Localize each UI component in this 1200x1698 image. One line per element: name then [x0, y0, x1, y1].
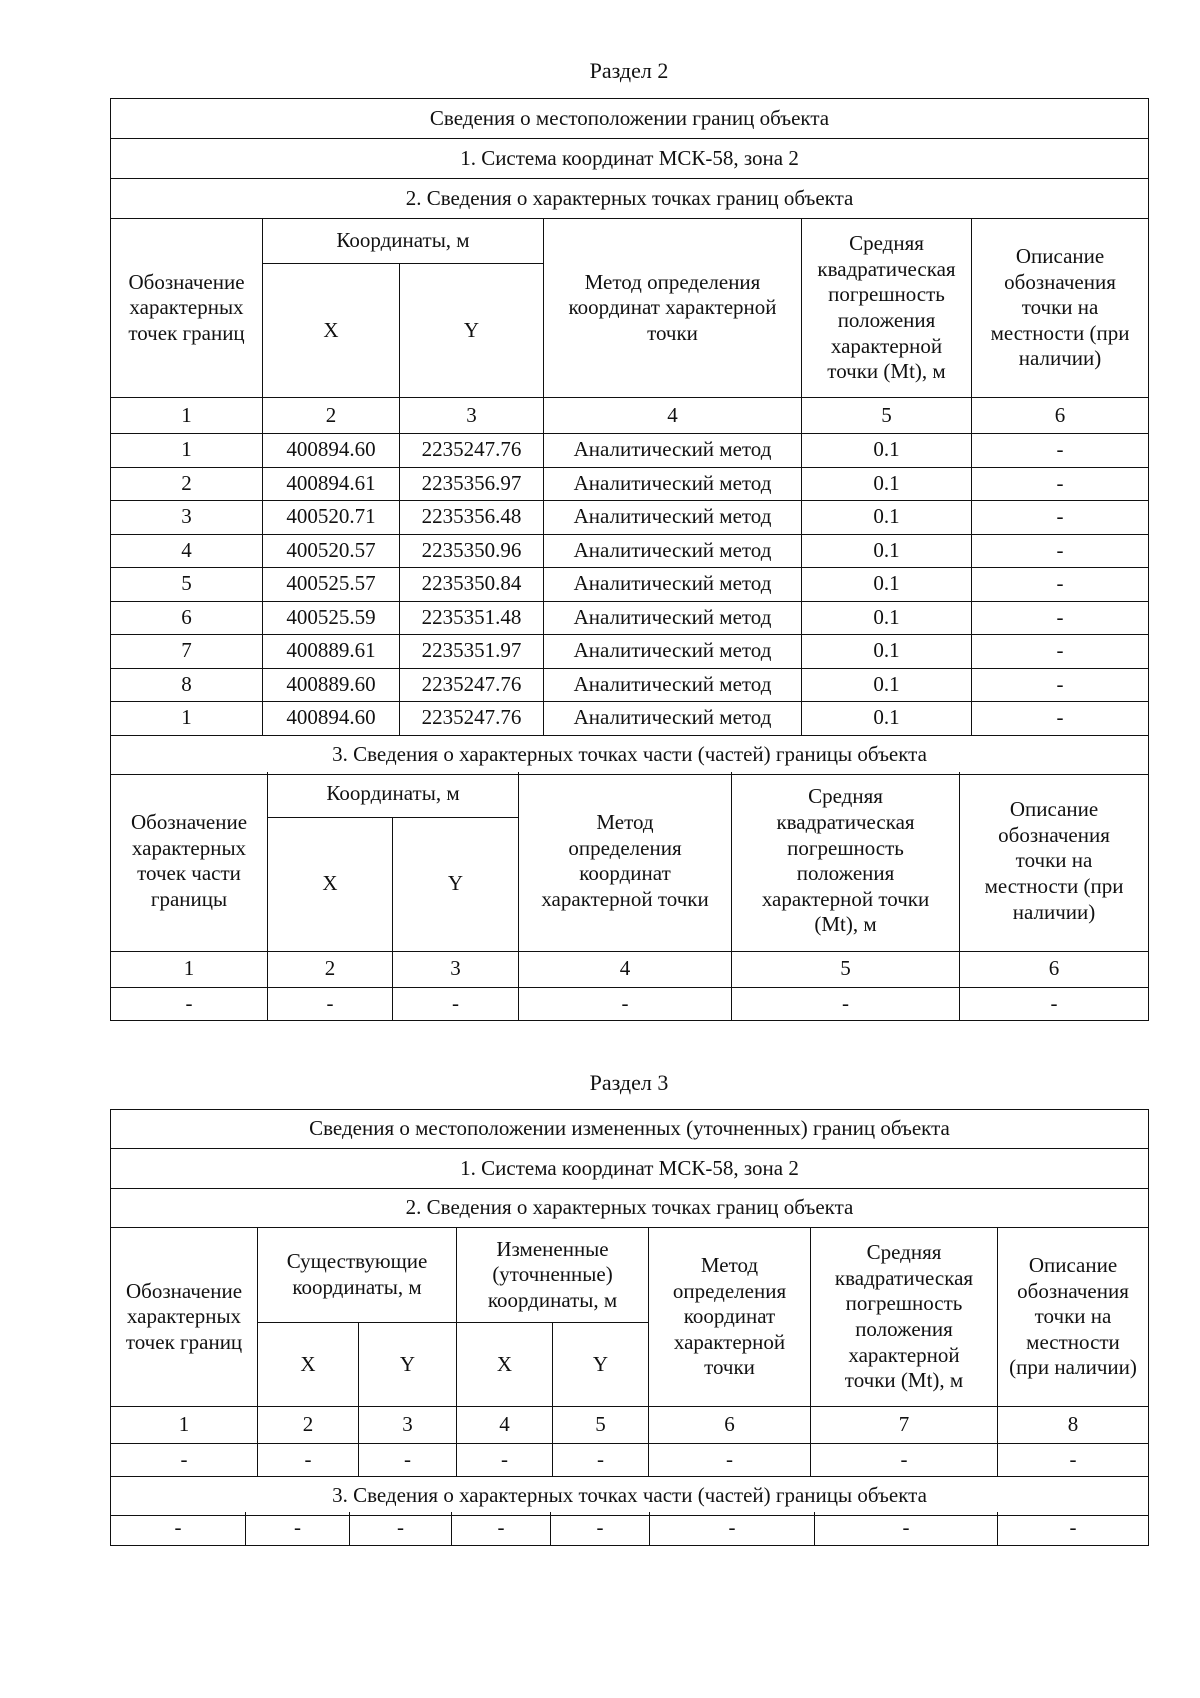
section3-parts-table [110, 1512, 1149, 1546]
point-error: 0.1 [802, 434, 972, 468]
section2-points-title: 2. Сведения о характерных точках границ объекта [111, 179, 1149, 219]
point-number: 5 [111, 568, 263, 602]
point-method: Аналитический метод [544, 434, 802, 468]
parts-col-y-header: Y [393, 817, 519, 951]
point-x: 400894.60 [263, 434, 400, 468]
col-description-header: Описание обозначения точки на местности (при наличии) [972, 219, 1149, 398]
parts-column-numbers-row [111, 951, 1149, 987]
point-error: 0.1 [802, 601, 972, 635]
empty-cell: - [457, 1444, 553, 1477]
empty-cell: - [732, 987, 960, 1020]
point-number: 8 [111, 668, 263, 702]
point-number: 6 [111, 601, 263, 635]
point-error: 0.1 [802, 501, 972, 535]
point-x: 400889.60 [263, 668, 400, 702]
point-error: 0.1 [802, 668, 972, 702]
s3-col-existing-header: Существующие координаты, м [258, 1228, 457, 1323]
empty-cell: - [811, 1444, 998, 1477]
table-row [111, 534, 1149, 568]
point-number: 2 [111, 467, 263, 501]
point-method: Аналитический метод [544, 501, 802, 535]
point-method: Аналитический метод [544, 534, 802, 568]
point-description: - [972, 702, 1149, 736]
s3-column-numbers-row [111, 1407, 1149, 1444]
point-method: Аналитический метод [544, 668, 802, 702]
empty-cell: - [519, 987, 732, 1020]
point-description: - [972, 467, 1149, 501]
point-x: 400525.57 [263, 568, 400, 602]
empty-cell: - [960, 987, 1149, 1020]
parts-col-x-header: X [268, 817, 393, 951]
point-y: 2235350.84 [400, 568, 544, 602]
column-numbers-row [111, 398, 1149, 434]
empty-cell: - [111, 1444, 258, 1477]
point-x: 400889.61 [263, 635, 400, 669]
column-number: 6 [972, 398, 1149, 434]
empty-cell: - [246, 1512, 350, 1545]
column-number: 4 [519, 951, 732, 987]
point-x: 400525.59 [263, 601, 400, 635]
empty-cell: - [268, 987, 393, 1020]
point-description: - [972, 635, 1149, 669]
point-y: 2235247.76 [400, 702, 544, 736]
column-number: 5 [553, 1407, 649, 1444]
s3-col-changed-header: Измененные (уточненные) координаты, м [457, 1228, 649, 1323]
column-number: 1 [111, 951, 268, 987]
point-number: 7 [111, 635, 263, 669]
column-number: 2 [268, 951, 393, 987]
column-number: 1 [111, 398, 263, 434]
column-number: 2 [263, 398, 400, 434]
point-error: 0.1 [802, 534, 972, 568]
point-description: - [972, 534, 1149, 568]
section2-title: Раздел 2 [589, 58, 669, 83]
col-y-header: Y [400, 264, 544, 398]
point-y: 2235351.97 [400, 635, 544, 669]
section3-header: Сведения о местоположении измененных (уточненных) границ объекта [111, 1110, 1149, 1149]
table-row [111, 601, 1149, 635]
point-error: 0.1 [802, 568, 972, 602]
section2-parts-title: 3. Сведения о характерных точках части (частей) границы объекта [111, 735, 1149, 774]
table-row [111, 434, 1149, 468]
col-error-header: Средняя квадратическая погрешность положения характерной точки (Mt), м [802, 219, 972, 398]
point-y: 2235356.97 [400, 467, 544, 501]
point-y: 2235350.96 [400, 534, 544, 568]
s3-col-method-header: Метод определения координат характерной точки [649, 1228, 811, 1407]
section3-points-table [110, 1109, 1149, 1516]
point-error: 0.1 [802, 702, 972, 736]
s3-col-x1-header: X [258, 1323, 359, 1407]
s3-col-error-header: Средняя квадратическая погрешность положения характерной точки (Mt), м [811, 1228, 998, 1407]
empty-cell: - [650, 1512, 815, 1545]
s3-col-designation-header: Обозначение характерных точек границ [111, 1228, 258, 1407]
point-description: - [972, 668, 1149, 702]
s3-col-x2-header: X [457, 1323, 553, 1407]
table-row [111, 702, 1149, 736]
point-description: - [972, 568, 1149, 602]
empty-cell: - [111, 1512, 246, 1545]
empty-cell: - [553, 1444, 649, 1477]
table-row [111, 467, 1149, 501]
point-description: - [972, 501, 1149, 535]
column-number: 6 [960, 951, 1149, 987]
point-y: 2235247.76 [400, 668, 544, 702]
point-y: 2235351.48 [400, 601, 544, 635]
table-row [111, 1512, 1149, 1545]
empty-cell: - [551, 1512, 650, 1545]
s3-col-y1-header: Y [359, 1323, 457, 1407]
point-method: Аналитический метод [544, 601, 802, 635]
table-row [111, 1444, 1149, 1477]
point-method: Аналитический метод [544, 635, 802, 669]
column-number: 1 [111, 1407, 258, 1444]
s3-col-description-header: Описание обозначения точки на местности (при наличии) [998, 1228, 1149, 1407]
s3-col-y2-header: Y [553, 1323, 649, 1407]
empty-cell: - [111, 987, 268, 1020]
point-method: Аналитический метод [544, 467, 802, 501]
column-number: 5 [802, 398, 972, 434]
point-x: 400520.71 [263, 501, 400, 535]
section3-title: Раздел 3 [589, 1070, 669, 1095]
parts-col-designation-header: Обозначение характерных точек части границы [111, 772, 268, 951]
section3-coordinate-system: 1. Система координат МСК-58, зона 2 [111, 1149, 1149, 1189]
section2-parts-table [110, 772, 1149, 1021]
col-x-header: X [263, 264, 400, 398]
table-row [111, 668, 1149, 702]
point-number: 4 [111, 534, 263, 568]
column-number: 3 [359, 1407, 457, 1444]
section3-parts-title: 3. Сведения о характерных точках части (частей) границы объекта [111, 1477, 1149, 1516]
column-number: 2 [258, 1407, 359, 1444]
empty-cell: - [998, 1512, 1149, 1545]
column-number: 8 [998, 1407, 1149, 1444]
column-number: 5 [732, 951, 960, 987]
table-row [111, 635, 1149, 669]
section2-points-table [110, 98, 1149, 775]
column-number: 4 [544, 398, 802, 434]
col-designation-header: Обозначение характерных точек границ [111, 219, 263, 398]
empty-cell: - [359, 1444, 457, 1477]
section2-coordinate-system: 1. Система координат МСК-58, зона 2 [111, 139, 1149, 179]
parts-col-description-header: Описание обозначения точки на местности (при наличии) [960, 772, 1149, 951]
column-number: 6 [649, 1407, 811, 1444]
point-error: 0.1 [802, 467, 972, 501]
point-number: 3 [111, 501, 263, 535]
table-row [111, 987, 1149, 1020]
empty-cell: - [815, 1512, 998, 1545]
point-x: 400894.61 [263, 467, 400, 501]
point-number: 1 [111, 434, 263, 468]
point-x: 400894.60 [263, 702, 400, 736]
empty-cell: - [649, 1444, 811, 1477]
parts-col-error-header: Средняя квадратическая погрешность положения характерной точки (Mt), м [732, 772, 960, 951]
empty-cell: - [393, 987, 519, 1020]
point-error: 0.1 [802, 635, 972, 669]
section3-points-title: 2. Сведения о характерных точках границ объекта [111, 1189, 1149, 1228]
col-method-header: Метод определения координат характерной точки [544, 219, 802, 398]
column-number: 3 [400, 398, 544, 434]
point-y: 2235247.76 [400, 434, 544, 468]
table-row [111, 501, 1149, 535]
point-number: 1 [111, 702, 263, 736]
parts-col-coords-header: Координаты, м [268, 772, 519, 817]
column-number: 7 [811, 1407, 998, 1444]
point-description: - [972, 601, 1149, 635]
column-number: 4 [457, 1407, 553, 1444]
empty-cell: - [350, 1512, 452, 1545]
point-description: - [972, 434, 1149, 468]
parts-col-method-header: Метод определения координат характерной точки [519, 772, 732, 951]
empty-cell: - [998, 1444, 1149, 1477]
point-x: 400520.57 [263, 534, 400, 568]
col-coords-header: Координаты, м [263, 219, 544, 264]
table-row [111, 568, 1149, 602]
point-method: Аналитический метод [544, 568, 802, 602]
point-method: Аналитический метод [544, 702, 802, 736]
column-number: 3 [393, 951, 519, 987]
empty-cell: - [452, 1512, 551, 1545]
point-y: 2235356.48 [400, 501, 544, 535]
empty-cell: - [258, 1444, 359, 1477]
section2-header: Сведения о местоположении границ объекта [111, 99, 1149, 139]
